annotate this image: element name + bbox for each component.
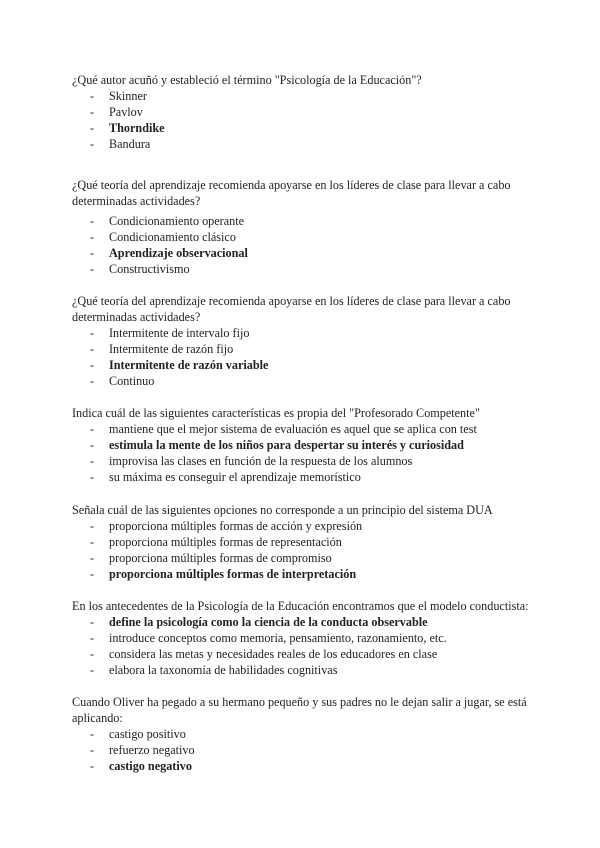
option xyxy=(72,229,532,245)
question-2 xyxy=(72,177,532,277)
option-label: introduce conceptos como memoria, pensamiento, razonamiento, etc. xyxy=(109,631,447,645)
question-7 xyxy=(72,694,532,774)
question-1 xyxy=(72,72,532,152)
options-list xyxy=(72,213,532,277)
dash-bullet: - xyxy=(90,727,95,741)
option xyxy=(72,646,532,662)
option-label: Skinner xyxy=(109,89,147,103)
option xyxy=(72,421,532,437)
option-correct xyxy=(72,758,532,774)
option-label: Bandura xyxy=(109,137,151,151)
option-correct xyxy=(72,614,532,630)
dash-bullet: - xyxy=(90,551,95,565)
option xyxy=(72,662,532,678)
option xyxy=(72,534,532,550)
question-6 xyxy=(72,598,532,678)
dash-bullet: - xyxy=(90,105,95,119)
option xyxy=(72,213,532,229)
dash-bullet: - xyxy=(90,535,95,549)
option-correct xyxy=(72,437,532,453)
option-label: refuerzo negativo xyxy=(109,743,195,757)
question-text: ¿Qué teoría del aprendizaje recomienda apoyarse en los líderes de clase para llevar a cabo determinadas actividades? xyxy=(72,294,511,324)
option-label: estimula la mente de los niños para despertar su interés y curiosidad xyxy=(109,438,464,452)
option-label: proporciona múltiples formas de interpretación xyxy=(109,567,357,581)
option xyxy=(72,341,532,357)
option xyxy=(72,325,532,341)
option-label: Constructivismo xyxy=(109,262,190,276)
dash-bullet: - xyxy=(90,121,95,135)
question-4 xyxy=(72,405,532,485)
option xyxy=(72,261,532,277)
option xyxy=(72,469,532,485)
dash-bullet: - xyxy=(90,438,95,452)
dash-bullet: - xyxy=(90,89,95,103)
options-list xyxy=(72,518,532,582)
options-list xyxy=(72,614,532,678)
options-list xyxy=(72,421,532,485)
option-label: elabora la taxonomía de habilidades cognitivas xyxy=(109,663,338,677)
dash-bullet: - xyxy=(90,422,95,436)
dash-bullet: - xyxy=(90,615,95,629)
option xyxy=(72,518,532,534)
dash-bullet: - xyxy=(90,137,95,151)
dash-bullet: - xyxy=(90,358,95,372)
question-text: Indica cuál de las siguientes características es propia del "Profesorado Competente" xyxy=(72,406,480,420)
dash-bullet: - xyxy=(90,470,95,484)
option-correct xyxy=(72,566,532,582)
question-5 xyxy=(72,502,532,582)
dash-bullet: - xyxy=(90,326,95,340)
option-label: Aprendizaje observacional xyxy=(109,246,248,260)
dash-bullet: - xyxy=(90,246,95,260)
option xyxy=(72,550,532,566)
option xyxy=(72,104,532,120)
dash-bullet: - xyxy=(90,743,95,757)
option-label: improvisa las clases en función de la respuesta de los alumnos xyxy=(109,454,413,468)
dash-bullet: - xyxy=(90,262,95,276)
dash-bullet: - xyxy=(90,567,95,581)
option-label: Intermitente de razón variable xyxy=(109,358,269,372)
option xyxy=(72,453,532,469)
dash-bullet: - xyxy=(90,631,95,645)
option-label: mantiene que el mejor sistema de evaluación es aquel que se aplica con test xyxy=(109,422,477,436)
question-text: Cuando Oliver ha pegado a su hermano pequeño y sus padres no le dejan salir a jugar, se está aplicando: xyxy=(72,695,527,725)
option-label: considera las metas y necesidades reales de los educadores en clase xyxy=(109,647,438,661)
options-list xyxy=(72,325,532,389)
option-label: proporciona múltiples formas de representación xyxy=(109,535,342,549)
option-correct xyxy=(72,245,532,261)
option xyxy=(72,88,532,104)
options-list xyxy=(72,726,532,774)
option-correct xyxy=(72,357,532,373)
options-list xyxy=(72,88,532,152)
dash-bullet: - xyxy=(90,374,95,388)
option-label: proporciona múltiples formas de acción y expresión xyxy=(109,519,363,533)
dash-bullet: - xyxy=(90,647,95,661)
option-label: proporciona múltiples formas de compromiso xyxy=(109,551,332,565)
dash-bullet: - xyxy=(90,342,95,356)
option xyxy=(72,630,532,646)
question-text: ¿Qué autor acuñó y estableció el término "Psicología de la Educación"? xyxy=(72,73,422,87)
option xyxy=(72,726,532,742)
question-3 xyxy=(72,293,532,389)
dash-bullet: - xyxy=(90,230,95,244)
option-label: define la psicología como la ciencia de la conducta observable xyxy=(109,615,428,629)
option-label: Condicionamiento operante xyxy=(109,214,245,228)
question-text: En los antecedentes de la Psicología de la Educación encontramos que el modelo conductista: xyxy=(72,599,529,613)
option xyxy=(72,742,532,758)
option-label: Intermitente de razón fijo xyxy=(109,342,234,356)
option-label: castigo positivo xyxy=(109,727,186,741)
option-label: Continuo xyxy=(109,374,155,388)
question-text: Señala cuál de las siguientes opciones no corresponde a un principio del sistema DUA xyxy=(72,503,493,517)
option-correct xyxy=(72,120,532,136)
option-label: castigo negativo xyxy=(109,759,192,773)
option-label: Thorndike xyxy=(109,121,165,135)
option-label: Intermitente de intervalo fijo xyxy=(109,326,250,340)
dash-bullet: - xyxy=(90,663,95,677)
option-label: Pavlov xyxy=(109,105,143,119)
question-text: ¿Qué teoría del aprendizaje recomienda apoyarse en los líderes de clase para llevar a cabo determinadas actividades? xyxy=(72,178,511,208)
option-label: Condicionamiento clásico xyxy=(109,230,236,244)
option-label: su máxima es conseguir el aprendizaje memorístico xyxy=(109,470,361,484)
option xyxy=(72,136,532,152)
dash-bullet: - xyxy=(90,454,95,468)
dash-bullet: - xyxy=(90,214,95,228)
option xyxy=(72,373,532,389)
dash-bullet: - xyxy=(90,759,95,773)
dash-bullet: - xyxy=(90,519,95,533)
